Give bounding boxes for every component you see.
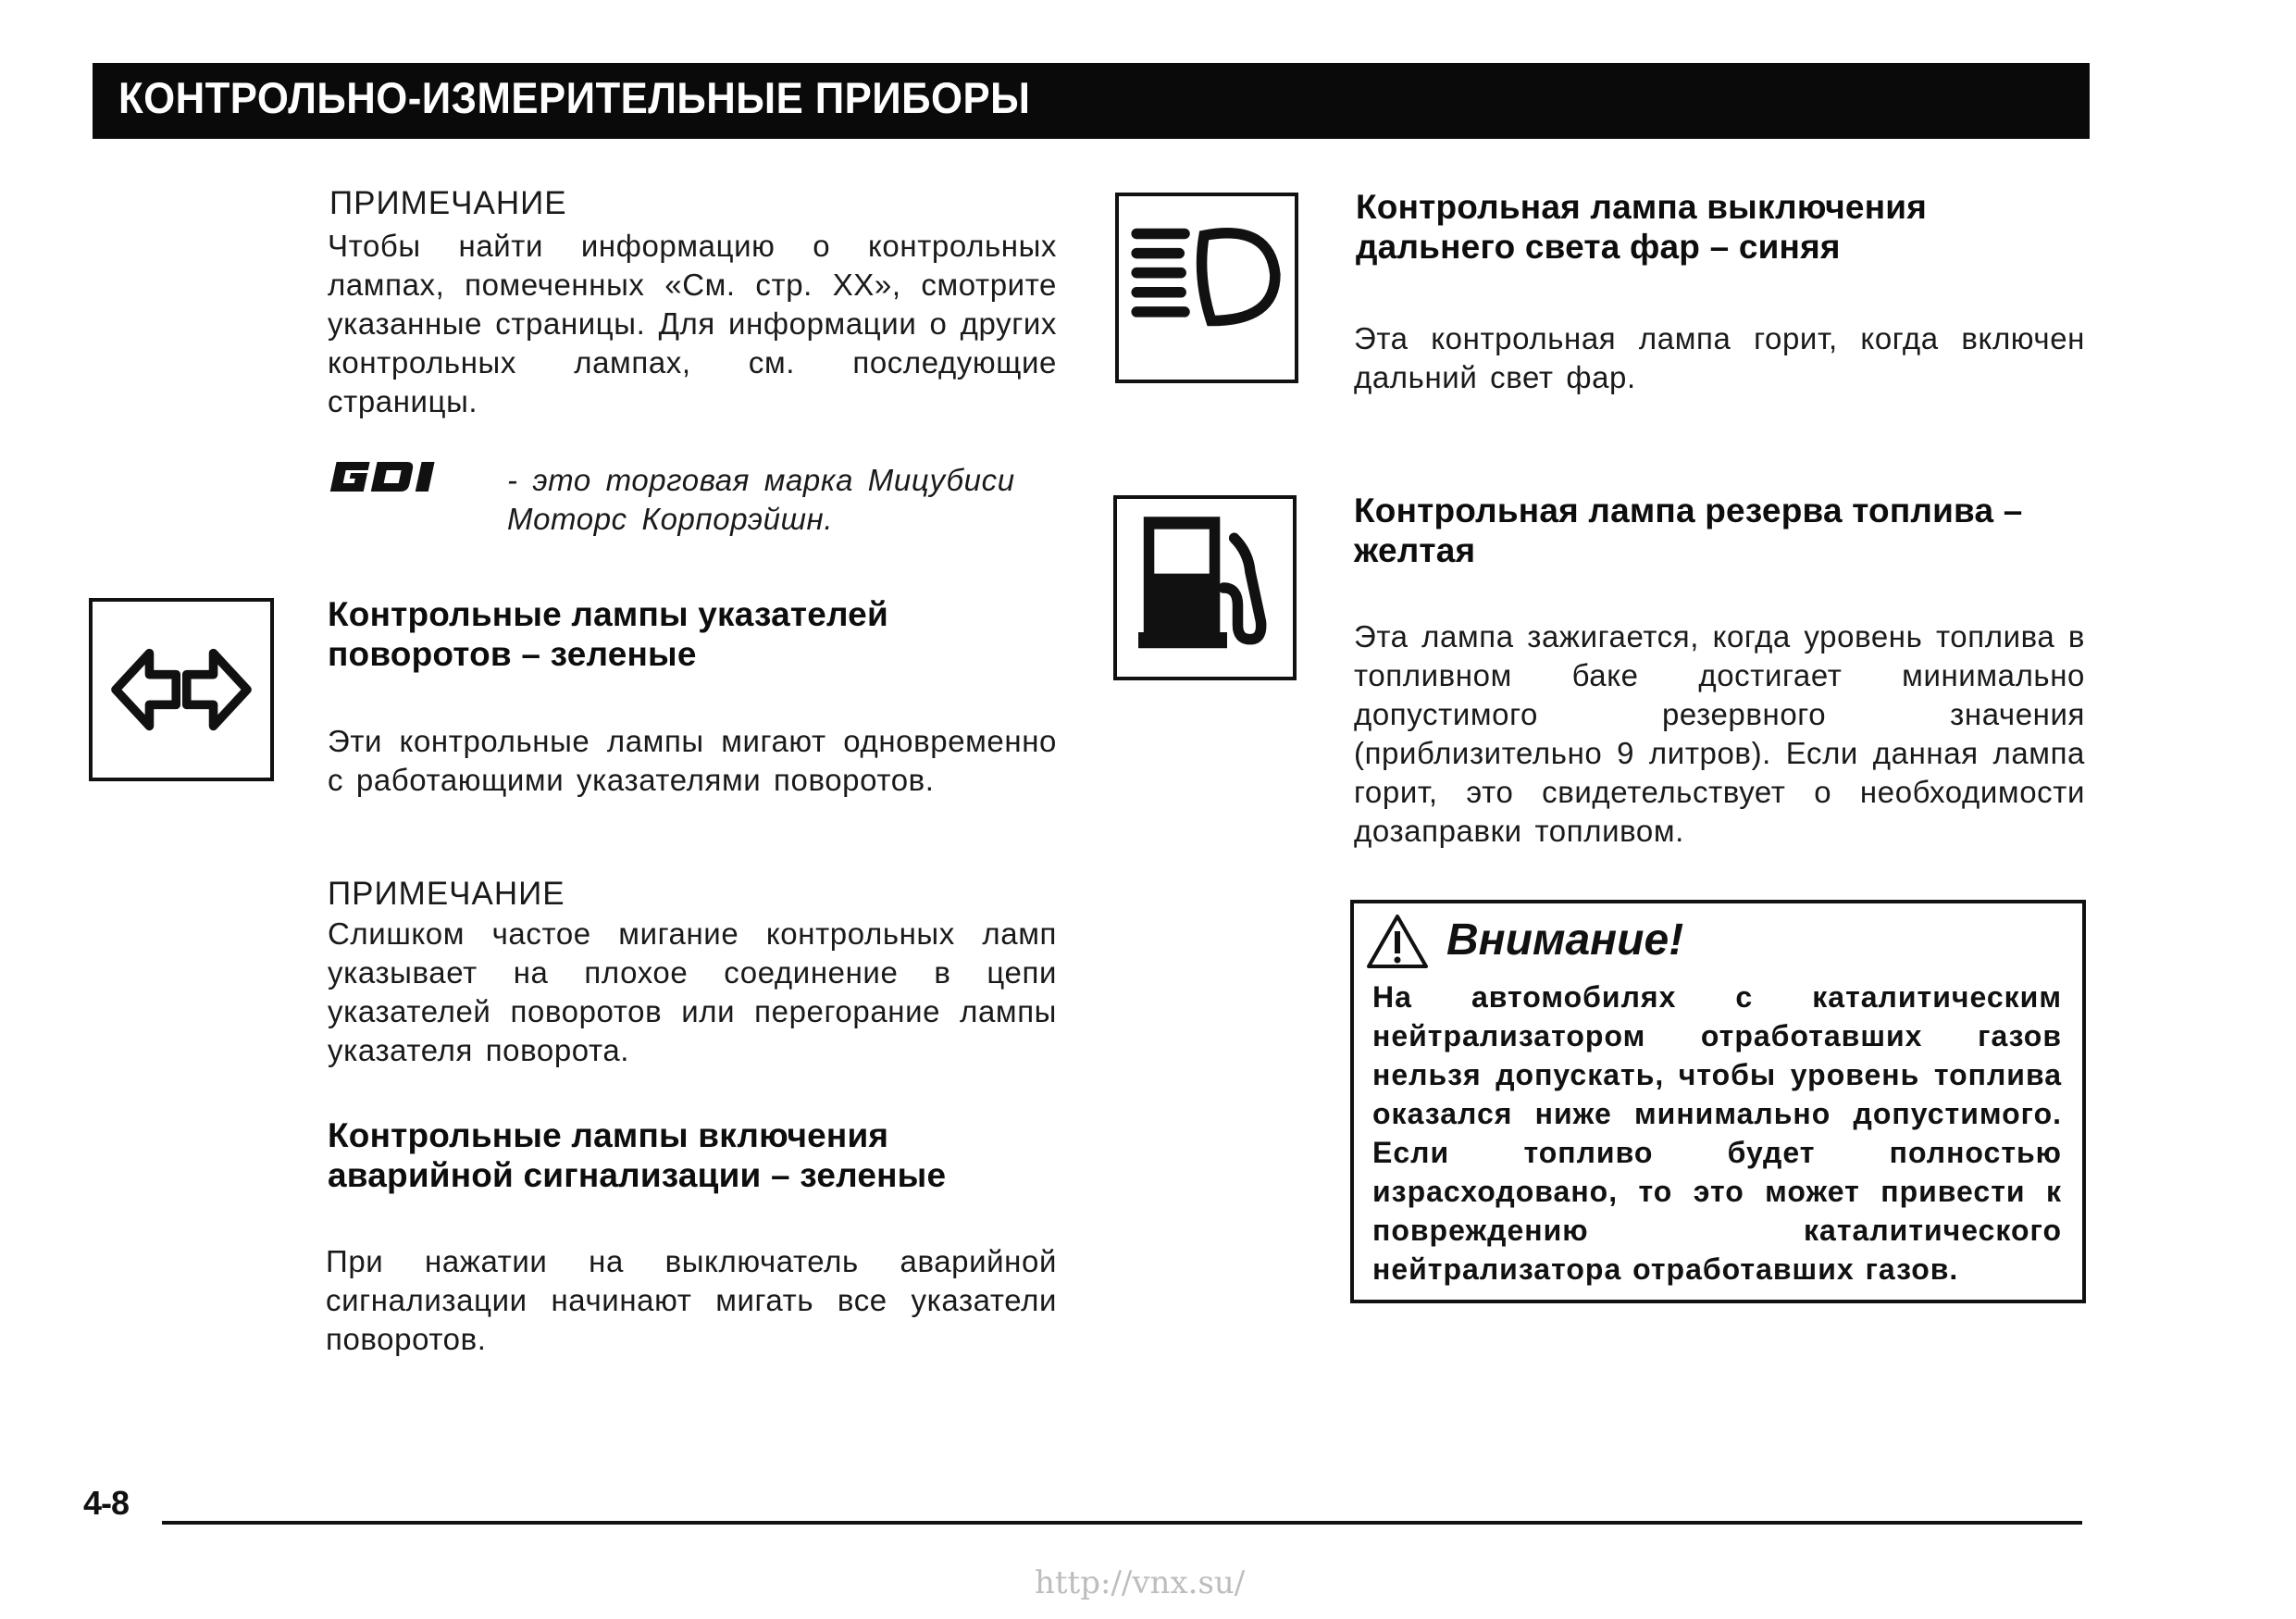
high-beam-text: Эта контрольная лампа горит, когда включен дальний свет фар. xyxy=(1354,321,2085,394)
note-title: ПРИМЕЧАНИЕ xyxy=(329,185,567,221)
turn-signal-arrows-icon xyxy=(93,602,270,778)
gdi-logo-graphic xyxy=(329,460,454,493)
high-beam-headlight-icon xyxy=(1119,196,1295,380)
note-text: Слишком частое мигание контрольных ламп указывает на плохое соединение в цепи указателей поворотов или перегорание лампы указателя поворота. xyxy=(328,916,1057,1067)
gdi-logo xyxy=(329,460,454,493)
gdi-trademark-text: - это торговая марка Мицубиси Моторс Корпорэйшн. xyxy=(507,463,1015,536)
note-title: ПРИМЕЧАНИЕ xyxy=(328,876,565,912)
turn-signal-text: Эти контрольные лампы мигают одновременно с работающими указателями поворотов. xyxy=(328,724,1057,797)
fuel-text: Эта лампа зажигается, когда уровень топлива в топливном баке достигает минимально допустимого резервного значения (приблизительно 9 литров). Если данная лампа горит, это свидетельствует о необходимости дозаправки топливом. xyxy=(1354,619,2085,848)
high-beam-heading: Контрольная лампа выключения дальнего света фар – синяя xyxy=(1356,188,1927,266)
warning-title: Внимание! xyxy=(1446,915,1684,965)
fuel-heading: Контрольная лампа резерва топлива – желтая xyxy=(1354,492,2023,569)
high-beam-indicator-box xyxy=(1115,193,1298,383)
warning-triangle-icon xyxy=(1365,913,1430,970)
fuel-pump-icon xyxy=(1117,499,1293,677)
section-title: КОНТРОЛЬНО-ИЗМЕРИТЕЛЬНЫЕ ПРИБОРЫ xyxy=(118,73,1031,122)
warning-box xyxy=(1350,900,2086,1303)
footer-rule xyxy=(162,1521,2082,1525)
turn-signal-heading: Контрольные лампы указателей поворотов – зеленые xyxy=(328,595,888,673)
note-text: Чтобы найти информацию о контрольных лампах, помеченных «См. стр. XX», смотрите указанные страницы. Для информации о других контрольных лампах, см. последующие страницы. xyxy=(328,229,1057,418)
hazard-heading: Контрольные лампы включения аварийной сигнализации – зеленые xyxy=(328,1116,947,1194)
page-number: 4-8 xyxy=(83,1484,130,1522)
warning-text: На автомобилях с каталитическим нейтрализатором отработавших газов нельзя допускать, чтобы уровень топлива оказался ниже минимально допустимого. Если топливо будет полностью израсходовано, то это может привести к повреждению каталитического нейтрализатора отработавших газов. xyxy=(1372,980,2062,1286)
watermark: http://vnx.su/ xyxy=(1035,1564,1246,1601)
fuel-indicator-box xyxy=(1113,495,1297,680)
turn-signal-indicator-box xyxy=(89,598,274,781)
hazard-text: При нажатии на выключатель аварийной сигнализации начинают мигать все указатели поворотов. xyxy=(326,1244,1057,1356)
